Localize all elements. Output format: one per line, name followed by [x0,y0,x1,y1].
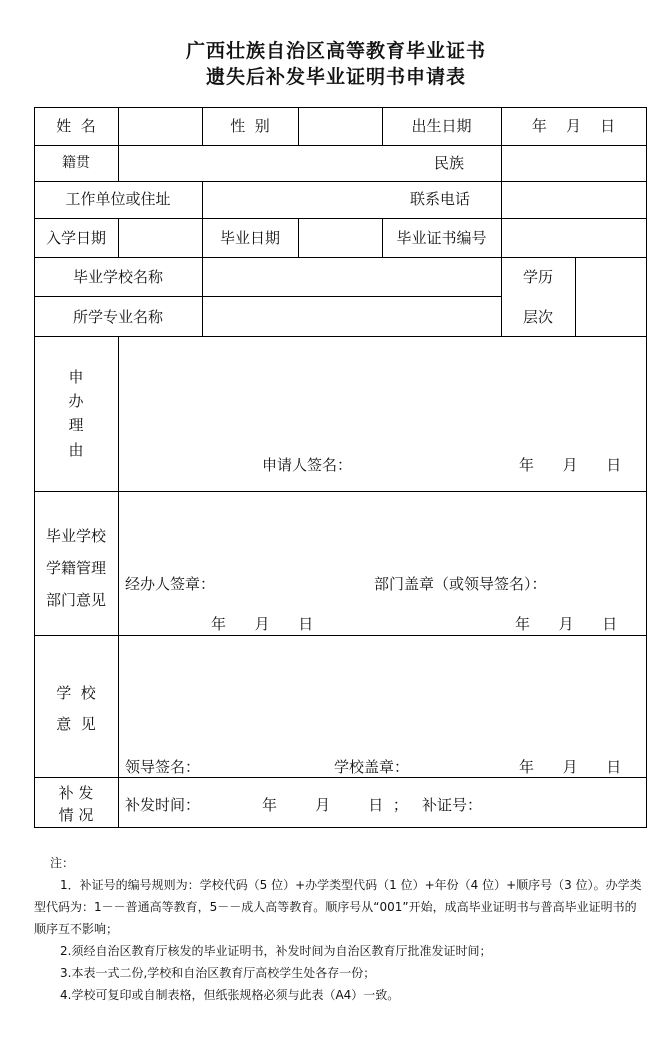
major-label: 所学专业名称 [72,308,163,326]
school-name-label: 毕业学校名称 [72,268,163,286]
note-item-3: 3.本表一式二份,学校和自治区教育厅高校学生处各存一份； [60,966,376,980]
ethnicity-label: 民族 [434,154,465,172]
form-title-line1: 广西壮族自治区高等教育毕业证书 [185,40,486,62]
leader-signature-label: 领导签名： [125,758,201,776]
edu-level-field[interactable] [576,258,646,336]
reason-text-area[interactable] [119,337,646,447]
ethnicity-field[interactable] [502,146,646,181]
form-title-line2: 遗失后补发毕业证明书申请表 [205,66,466,88]
reason-label-char: 申 [68,368,84,386]
reason-label-char: 办 [68,392,84,410]
reissue-time-value[interactable]: 年 月 日 ； [262,796,408,814]
note-item-4: 4.学校可复印或自制表格，但纸张规格必须与此表（A4）一致。 [60,988,400,1002]
school-opinion-area[interactable] [119,636,646,748]
native-place-label: 籍贯 [62,155,90,171]
reissue-time-label: 补发时间： [125,796,201,814]
school-opinion-label-line2: 意 见 [56,715,96,733]
name-label: 姓 名 [56,117,96,135]
school-opinion-label-line1: 学 校 [56,684,96,702]
row-divider [34,777,647,778]
gender-label: 性 别 [230,117,270,135]
birth-date-field[interactable]: 年 月 日 [531,117,616,135]
handler-date: 年 月 日 [211,615,314,633]
applicant-signature-date: 年 月 日 [519,456,622,474]
dept-seal-date: 年 月 日 [515,615,618,633]
dept-seal-label: 部门盖章（或领导签名）： [374,575,547,593]
school-dept-opinion-area[interactable] [119,492,646,572]
birth-date-label: 出生日期 [411,117,472,135]
reason-label-char: 由 [68,441,84,459]
reissue-label-line2: 情 况 [58,806,94,824]
enroll-date-label: 入学日期 [45,229,106,247]
table-border-right [646,107,647,828]
edu-level-label-line2: 层次 [522,308,553,326]
major-field[interactable] [203,297,501,336]
cert-number-label: 毕业证书编号 [396,229,487,247]
grad-date-field[interactable] [299,219,382,257]
phone-field[interactable] [502,182,646,218]
reissue-cert-number-field[interactable] [490,786,640,820]
school-dept-label: 学籍管理 [45,559,106,577]
grad-date-label: 毕业日期 [219,229,280,247]
note-item-2: 2.须经自治区教育厅核发的毕业证明书，补发时间为自治区教育厅批准发证时间； [60,944,492,958]
school-dept-label: 部门意见 [45,591,106,609]
work-unit-label: 工作单位或住址 [65,190,171,208]
school-opinion-date: 年 月 日 [519,758,622,776]
reason-label-char: 理 [68,416,84,434]
notes-heading: 注： [50,856,75,870]
school-dept-label: 毕业学校 [45,527,106,545]
gender-field[interactable] [299,108,382,145]
applicant-signature-label: 申请人签名： [262,456,353,474]
reissue-label-line1: 补 发 [58,784,94,802]
cert-number-field[interactable] [502,219,646,257]
table-border-bottom [34,827,647,828]
enroll-date-field[interactable] [119,219,202,257]
reissue-cert-number-label: 补证号： [422,796,483,814]
note-item-1: 1．补证号的编号规则为：学校代码（5 位）+办学类型代码（1 位）+年份（4 位）+顺序号（3 位）。办学类型代码为：1－－普通高等教育，5－－成人高等教育。顺序号从“001”开始，成高毕业证明书与普高毕业证明书的顺序互不影响； [34,878,642,936]
school-name-field[interactable] [203,258,501,296]
work-unit-field[interactable] [203,182,383,218]
name-field[interactable] [119,108,202,145]
notes-section [34,852,646,1006]
school-seal-label: 学校盖章： [334,758,410,776]
phone-label: 联系电话 [410,190,471,208]
edu-level-label-line1: 学历 [522,268,553,286]
handler-signature-label: 经办人签章： [125,575,216,593]
